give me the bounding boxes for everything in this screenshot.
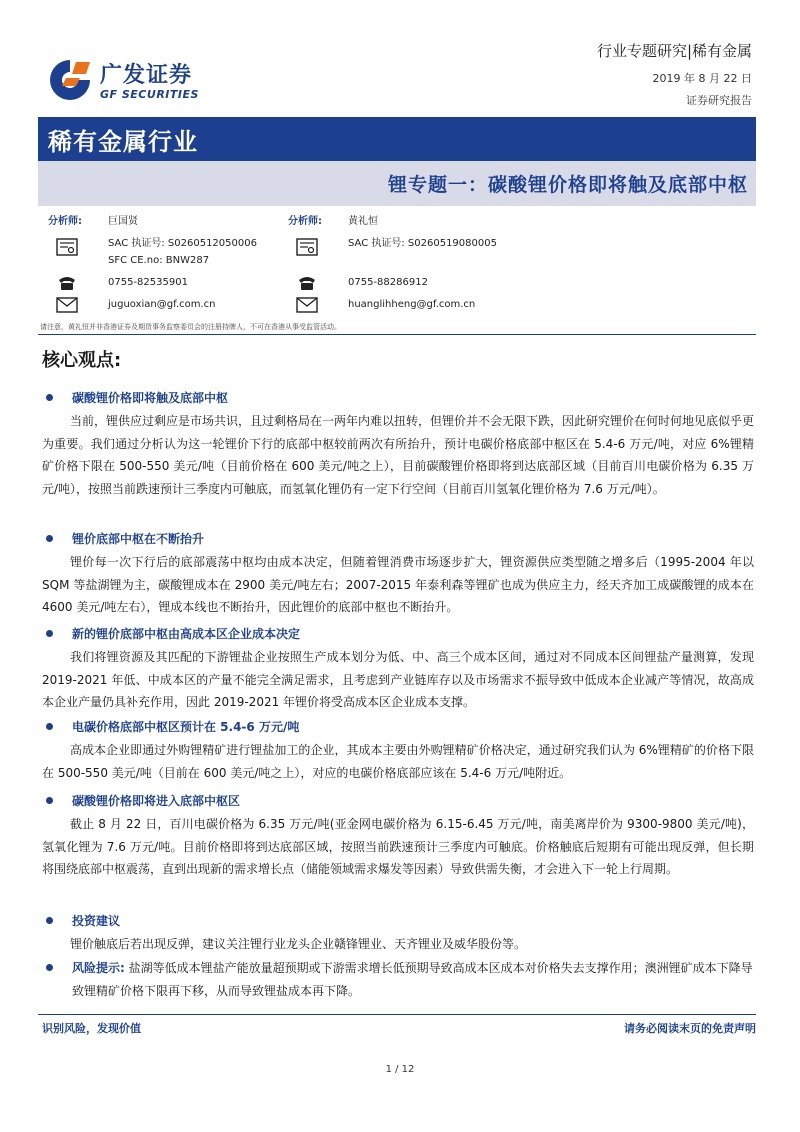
analyst-sfc: SFC CE.no: BNW287 xyxy=(108,255,210,266)
bullet-icon xyxy=(46,723,53,730)
footer-disclaimer-link[interactable]: 请务必阅读末页的免责声明 xyxy=(624,1022,756,1035)
bullet-icon xyxy=(46,917,53,924)
bullet-icon xyxy=(46,964,53,971)
phone-icon xyxy=(296,274,318,292)
analyst-sac: SAC 执证号: S0260519080005 xyxy=(348,238,497,249)
analyst-sac: SAC 执证号: S0260512050006 xyxy=(108,238,257,249)
analyst-label: 分析师: xyxy=(48,216,82,227)
bullet-icon xyxy=(46,630,53,637)
section-heading: 新的锂价底部中枢由高成本区企业成本决定 xyxy=(72,627,301,641)
analyst-name: 巨国贤 xyxy=(108,216,138,227)
gf-logo-icon xyxy=(46,56,94,104)
bullet-icon xyxy=(46,797,53,804)
footer-divider xyxy=(38,1014,756,1015)
risk-text: 盐湖等低成本锂盐产能放量超预期或下游需求增长低预期导致高成本区成本对价格失去支撑作用；澳洲锂矿成本下降导致锂精矿价格下限再下移，从而导致锂盐成本再下降。 xyxy=(72,961,753,998)
divider xyxy=(38,334,756,335)
section-heading: 电碳价格底部中枢区预计在 5.4-6 万元/吨 xyxy=(72,720,300,734)
report-date: 2019 年 8 月 22 日 xyxy=(652,72,752,85)
risk-warning xyxy=(72,957,756,1002)
analyst-name: 黄礼恒 xyxy=(348,216,378,227)
section-body: 锂价触底后若出现反弹，建议关注锂行业龙头企业赣锋锂业、天齐锂业及威华股份等。 xyxy=(70,937,527,951)
certificate-icon xyxy=(296,238,318,256)
bullet-icon xyxy=(46,535,53,542)
analyst-phone: 0755-82535901 xyxy=(108,277,188,288)
section-body: 当前，锂供应过剩应是市场共识，且过剩格局在一两年内难以扭转，但锂价并不会无限下跌，因此研究锂价在何时何地见底似乎更为重要。我们通过分析认为这一轮锂价下行的底部中枢较前两次有所抬升，预计电碳价格底部中枢区在 5.4-6 万元/吨，对应 6%锂精矿价格下限在 500-550 美元/吨（目前价格在 600 美元/吨之上），目前碳酸锂价格即将到达底部区域（目前百川电碳价格为 6.35 万元/吨），按照当前跌速预计三季度内可触底，而氢氧化锂仍有一定下行空间（目前百川氢氧化锂价格为 7.6 万元/吨）。 xyxy=(42,414,755,496)
logo-english-text: GF SECURITIES xyxy=(100,88,199,101)
section-heading: 投资建议 xyxy=(72,914,121,928)
section-body: 锂价每一次下行后的底部震荡中枢均由成本决定，但随着锂消费市场逐步扩大，锂资源供应类型随之增多后（1995-2004 年以 SQM 等盐湖锂为主，碳酸锂成本在 2900 美元/吨左右；2007-2015 年泰利森等锂矿也成为供应主力，经天齐加工成碳酸锂的成本在 4600 美元/吨左右），锂成本线也不断抬升，因此锂价的底部中枢也不断抬升。 xyxy=(42,555,754,614)
analyst-email[interactable]: huanglihheng@gf.com.cn xyxy=(348,299,476,310)
report-category: 行业专题研究|稀有金属 xyxy=(596,42,752,60)
section-heading: 碳酸锂价格即将进入底部中枢区 xyxy=(72,794,241,808)
analyst-email[interactable]: juguoxian@gf.com.cn xyxy=(108,299,216,310)
section-heading: 锂价底部中枢在不断抬升 xyxy=(72,532,205,546)
logo-chinese-text: 广发证券 xyxy=(100,63,193,88)
certificate-icon xyxy=(56,238,78,256)
email-icon xyxy=(296,296,318,314)
section-body: 高成本企业即通过外购锂精矿进行锂盐加工的企业，其成本主要由外购锂精矿价格决定，通过研究我们认为 6%锂精矿的价格下限在 500-550 美元/吨（目前在 600 美元/吨之上），对应的电碳价格底部应该在 5.4-6 万元/吨附近。 xyxy=(42,743,754,780)
section-body: 截止 8 月 22 日，百川电碳价格为 6.35 万元/吨(亚金网电碳价格为 6.15-6.45 万元/吨，南美离岸价为 9300-9800 美元/吨)，氢氧化锂为 7.6 万元/吨。目前价格即将到达底部区域，按照当前跌速预计三季度内可触底。价格触底后短期有可能出现反弹，但长期将围绕底部中枢震荡，直到出现新的需求增长点（储能领域需求爆发等因素）导致供需失衡，才会进入下一轮上行周期。 xyxy=(42,817,754,876)
report-subtitle: 锂专题一：碳酸锂价格即将触及底部中枢 xyxy=(387,174,748,196)
footer-slogan: 识别风险，发现价值 xyxy=(42,1022,141,1035)
page-number: 1 / 12 xyxy=(385,1064,415,1075)
section-body: 我们将锂资源及其匹配的下游锂盐企业按照生产成本划分为低、中、高三个成本区间，通过对不同成本区间锂盐产量测算，发现 2019-2021 年低、中成本区的产量不能完全满足需求，且考虑到产业链库存以及市场需求不振导致中低成本企业减产等情况，故高成本企业产量仍具补充作用，因此 2019-2021 年锂价将受高成本区企业成本支撑。 xyxy=(42,650,754,709)
core-views-title: 核心观点: xyxy=(42,350,122,371)
risk-label: 风险提示: xyxy=(72,961,125,975)
report-type: 证券研究报告 xyxy=(686,94,752,107)
bullet-icon xyxy=(46,394,53,401)
analyst-label: 分析师: xyxy=(288,216,322,227)
industry-title: 稀有金属行业 xyxy=(48,128,198,156)
email-icon xyxy=(56,296,78,314)
analyst-phone: 0755-88286912 xyxy=(348,277,428,288)
regulatory-notice: 请注意，黄礼恒并非香港证券及期货事务监察委员会的注册持牌人，不可在香港从事受监管活动。 xyxy=(40,323,341,331)
section-heading: 碳酸锂价格即将触及底部中枢 xyxy=(72,391,229,405)
phone-icon xyxy=(56,274,78,292)
